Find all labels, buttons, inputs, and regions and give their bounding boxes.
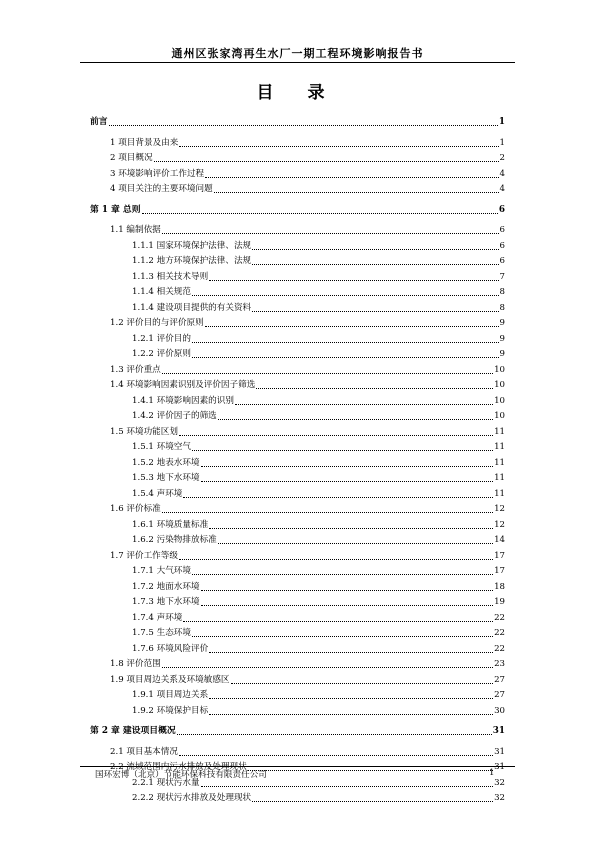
toc-dot-leader: [162, 667, 493, 668]
toc-entry[interactable]: [110, 674, 505, 686]
toc-entry-label: 1.7 评价工作等级: [110, 550, 178, 561]
toc-dot-leader: [192, 357, 499, 358]
toc-entry-page: 27: [494, 690, 505, 700]
toc-entry-page: 6: [498, 204, 505, 215]
toc-entry[interactable]: [132, 457, 505, 469]
toc-dot-leader: [252, 801, 493, 802]
toc-entry-label: 1.4.1 环境影响因素的识别: [132, 395, 234, 406]
toc-entry[interactable]: [110, 658, 505, 670]
toc-entry-page: 12: [494, 504, 505, 514]
toc-entry[interactable]: [110, 426, 505, 438]
toc-entry-label: 1.8 评价范围: [110, 659, 161, 669]
toc-dot-leader: [209, 528, 493, 529]
toc-dot-leader: [179, 146, 498, 147]
toc-entry-label: 1.7.6 环境风险评价: [132, 643, 209, 654]
toc-entry-page: 17: [494, 550, 505, 561]
toc-entry-page: 27: [494, 674, 505, 685]
toc-entry-page: 32: [494, 777, 505, 788]
toc-entry-label: 1.6 评价标准: [110, 504, 161, 514]
toc-entry-page: 6: [499, 256, 505, 266]
toc-entry-label: 2.2.2 现状污水排放及处理现状: [132, 793, 252, 803]
toc-dot-leader: [209, 714, 493, 715]
toc-entry[interactable]: [132, 596, 505, 608]
toc-dot-leader: [142, 213, 498, 214]
toc-dot-leader: [192, 295, 499, 296]
toc-entry-label: 1.7.3 地下水环境: [132, 597, 200, 607]
toc-entry[interactable]: [132, 240, 505, 252]
running-header: 通州区张家湾再生水厂一期工程环境影响报告书: [171, 47, 424, 60]
toc-entry[interactable]: [110, 152, 505, 164]
toc-entry-page: 10: [494, 411, 505, 421]
toc-entry[interactable]: [132, 792, 505, 804]
toc-entry-label: 1.1.2 地方环境保护法律、法规: [132, 256, 252, 266]
toc-dot-leader: [248, 770, 493, 771]
toc-entry-page: 4: [499, 184, 505, 194]
toc-entry-page: 11: [494, 488, 505, 499]
toc-entry-page: 22: [494, 628, 505, 638]
header-divider: [80, 62, 515, 63]
toc-dot-leader: [192, 574, 493, 575]
toc-entry-label: 1 项目背景及由来: [110, 137, 179, 148]
toc-dot-leader: [218, 543, 493, 544]
toc-entry[interactable]: [132, 333, 505, 345]
toc-entry-page: 10: [494, 364, 505, 375]
footer-divider: [80, 766, 515, 767]
toc-entry-page: 4: [499, 168, 505, 179]
toc-dot-leader: [231, 683, 494, 684]
toc-entry-label: 1.1 编制依据: [110, 225, 161, 235]
toc-entry-label: 1.6.2 污染物排放标准: [132, 535, 217, 545]
toc-entry[interactable]: [132, 565, 505, 577]
toc-entry[interactable]: [132, 488, 505, 500]
toc-entry[interactable]: [132, 271, 505, 283]
toc-entry[interactable]: [132, 581, 505, 593]
toc-entry-label: 1.1.3 相关技术导则: [132, 271, 209, 282]
toc-entry-page: 17: [494, 566, 505, 576]
toc-entry-page: 8: [499, 302, 505, 313]
toc-entry-label: 1.2.2 评价原则: [132, 349, 191, 359]
toc-entry[interactable]: [132, 472, 505, 484]
toc-entry[interactable]: [132, 612, 505, 624]
toc-entry-page: 12: [494, 519, 505, 530]
footer-company: 国环宏博（北京）节能环保科技有限责任公司: [95, 770, 267, 780]
toc-entry[interactable]: [110, 224, 505, 236]
toc-dot-leader: [179, 435, 493, 436]
toc-dot-leader: [201, 786, 493, 787]
toc-entry-label: 1.2.1 评价目的: [132, 333, 191, 344]
toc-entry-page: 23: [494, 659, 505, 669]
toc-dot-leader: [201, 466, 493, 467]
toc-dot-leader: [256, 388, 493, 389]
toc-entry-page: 10: [494, 380, 505, 390]
toc-entry[interactable]: [132, 705, 505, 717]
toc-dot-leader: [205, 326, 499, 327]
toc-entry-label: 1.5 环境功能区划: [110, 426, 178, 437]
toc-entry-label: 1.7.4 声环境: [132, 612, 183, 623]
toc-dot-leader: [205, 177, 498, 178]
toc-dot-leader: [154, 161, 499, 162]
toc-dot-leader: [179, 755, 493, 756]
toc-entry[interactable]: [132, 534, 505, 546]
toc-dot-leader: [209, 280, 498, 281]
toc-entry-label: 2.2.1 现状污水量: [132, 777, 200, 788]
toc-dot-leader: [201, 590, 493, 591]
toc-entry-page: 22: [494, 643, 505, 654]
toc-entry[interactable]: [132, 395, 505, 407]
toc-entry-label: 1.3 评价重点: [110, 364, 161, 375]
toc-entry[interactable]: [132, 410, 505, 422]
toc-entry-label: 1.1.1 国家环境保护法律、法规: [132, 240, 252, 251]
toc-entry[interactable]: [132, 286, 505, 298]
toc-entry[interactable]: [132, 689, 505, 701]
toc-entry-label: 2.2 流域范围内污水排放及处理现状: [110, 762, 247, 772]
toc-dot-leader: [192, 636, 493, 637]
toc-entry-page: 11: [494, 457, 505, 468]
toc-dot-leader: [192, 450, 493, 451]
toc-entry-page: 18: [494, 581, 505, 592]
toc-entry-label: 1.5.2 地表水环境: [132, 457, 200, 468]
toc-entry[interactable]: [110, 550, 505, 562]
toc-entry-page: 31: [492, 726, 505, 736]
toc-entry-label: 1.1.4 相关规范: [132, 287, 191, 297]
toc-entry-label: 1.4.2 评价因子的筛选: [132, 411, 217, 421]
toc-entry-page: 6: [499, 240, 505, 251]
toc-entry-label: 1.9.2 环境保护目标: [132, 705, 209, 716]
toc-entry-page: 1: [499, 137, 505, 148]
toc-entry-label: 1.9.1 项目周边关系: [132, 690, 209, 700]
toc-entry[interactable]: [132, 302, 505, 314]
toc-dot-leader: [252, 311, 498, 312]
toc-dot-leader: [177, 734, 492, 735]
toc-entry-page: 8: [499, 287, 505, 297]
toc-entry-page: 11: [494, 442, 505, 452]
toc-dot-leader: [183, 621, 493, 622]
toc-entry[interactable]: [132, 627, 505, 639]
toc-entry[interactable]: [132, 348, 505, 360]
toc-entry-page: 6: [499, 225, 505, 235]
toc-entry-label: 1.2 评价目的与评价原则: [110, 318, 204, 328]
toc-entry[interactable]: [110, 183, 505, 195]
toc-entry-page: 11: [494, 473, 505, 483]
toc-dot-leader: [235, 404, 493, 405]
toc-entry[interactable]: [132, 441, 505, 453]
toc-entry-page: 22: [494, 612, 505, 623]
toc-entry-page: 9: [499, 318, 505, 328]
toc-dot-leader: [201, 605, 493, 606]
toc-entry-label: 1.7.5 生态环境: [132, 628, 191, 638]
toc-dot-leader: [179, 559, 493, 560]
toc-dot-leader: [183, 497, 493, 498]
toc-chapter-entry[interactable]: [90, 204, 505, 216]
toc-entry-page: 9: [499, 333, 505, 344]
toc-dot-leader: [162, 512, 493, 513]
toc-dot-leader: [218, 419, 493, 420]
toc-entry-page: 31: [494, 746, 505, 757]
toc-entry-label: 1.5.4 声环境: [132, 488, 183, 499]
toc-entry[interactable]: [110, 379, 505, 391]
toc-chapter-entry[interactable]: [90, 116, 505, 128]
toc-entry-label: 2 项目概况: [110, 153, 153, 163]
toc-title: 目 录: [256, 83, 339, 103]
toc-entry[interactable]: [110, 746, 505, 758]
toc-entry[interactable]: [110, 317, 505, 329]
toc-entry[interactable]: [110, 168, 505, 180]
toc-dot-leader: [252, 264, 498, 265]
toc-entry[interactable]: [110, 364, 505, 376]
toc-entry-label: 4 项目关注的主要环境问题: [110, 184, 213, 194]
toc-entry-label: 前言: [90, 117, 108, 127]
toc-entry-page: 1: [498, 117, 505, 127]
toc-entry-label: 3 环境影响评价工作过程: [110, 168, 205, 179]
toc-entry-page: 19: [494, 597, 505, 607]
toc-entry-page: 2: [499, 153, 505, 163]
toc-dot-leader: [201, 481, 493, 482]
toc-entry-label: 1.7.2 地面水环境: [132, 581, 200, 592]
toc-entry-page: 11: [494, 426, 505, 437]
toc-entry-page: 10: [494, 395, 505, 406]
toc-entry[interactable]: [110, 503, 505, 515]
toc-entry-label: 1.1.4 建设项目提供的有关资料: [132, 302, 252, 313]
toc-entry-page: 14: [494, 535, 505, 545]
toc-dot-leader: [209, 652, 493, 653]
toc-entry-page: 7: [499, 271, 505, 282]
toc-entry-label: 2.1 项目基本情况: [110, 746, 178, 757]
toc-entry-page: 31: [494, 762, 505, 772]
toc-entry-label: 1.5.1 环境空气: [132, 442, 191, 452]
toc-dot-leader: [162, 373, 493, 374]
toc-entry-label: 1.6.1 环境质量标准: [132, 519, 209, 530]
toc-chapter-entry[interactable]: [90, 725, 505, 737]
toc-entry-page: 30: [494, 705, 505, 716]
toc-entry[interactable]: [132, 643, 505, 655]
footer-page-number: 1: [489, 768, 495, 778]
toc-dot-leader: [162, 233, 499, 234]
toc-entry[interactable]: [132, 519, 505, 531]
toc-entry-page: 9: [499, 349, 505, 359]
toc-entry-page: 32: [494, 793, 505, 803]
toc-entry[interactable]: [132, 255, 505, 267]
toc-entry-label: 1.4 环境影响因素识别及评价因子筛选: [110, 380, 256, 390]
toc-dot-leader: [192, 342, 499, 343]
toc-dot-leader: [214, 192, 499, 193]
toc-entry-label: 1.9 项目周边关系及环境敏感区: [110, 674, 230, 685]
toc-entry-label: 第 1 章 总则: [90, 204, 141, 215]
toc-dot-leader: [252, 249, 498, 250]
toc-entry[interactable]: [110, 137, 505, 149]
toc-entry-label: 1.7.1 大气环境: [132, 566, 191, 576]
toc-dot-leader: [209, 698, 493, 699]
toc-dot-leader: [109, 125, 498, 126]
toc-entry-label: 第 2 章 建设项目概况: [90, 726, 176, 736]
toc-entry-label: 1.5.3 地下水环境: [132, 473, 200, 483]
